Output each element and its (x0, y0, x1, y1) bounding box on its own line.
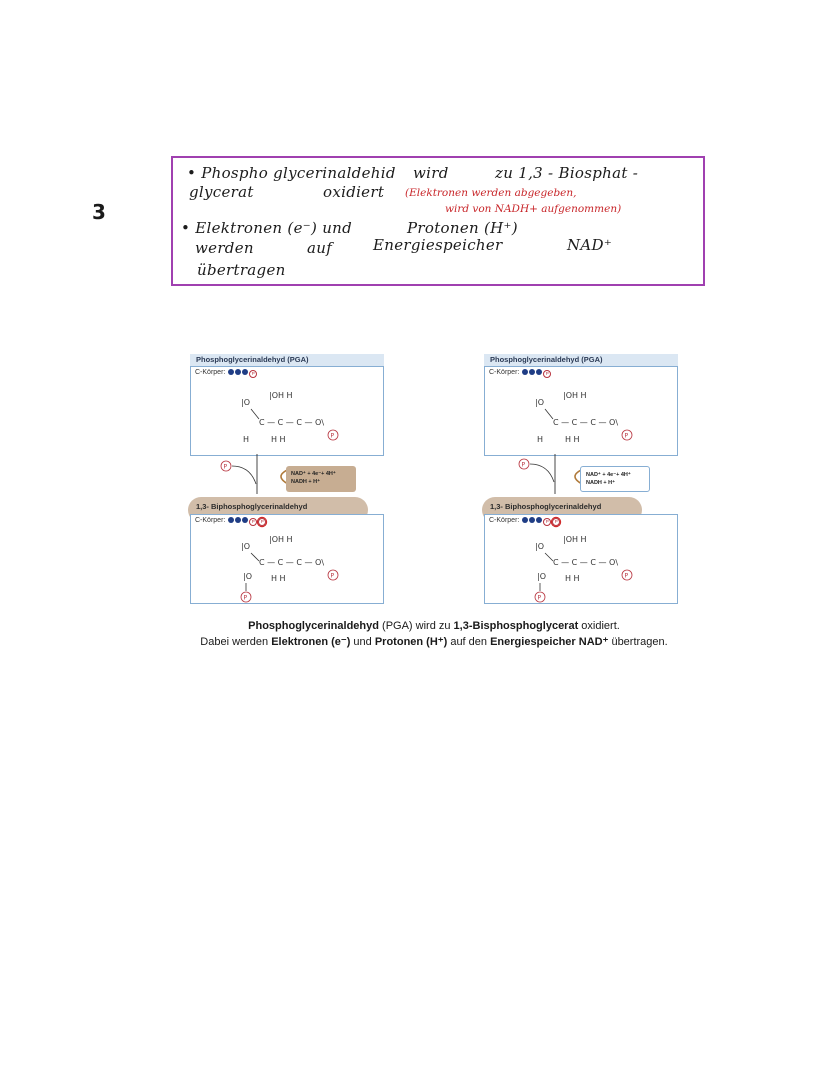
svg-text:|O: |O (537, 572, 546, 581)
carbon-dot-icon (529, 369, 535, 375)
svg-text:C — C — C — O\: C — C — C — O\ (553, 418, 619, 427)
svg-text:C — C — C — O\: C — C — C — O\ (553, 558, 619, 567)
figure-bottom-title: 1,3- Biphosphoglycerinaldehyd (490, 502, 602, 511)
carbon-dot-icon (522, 517, 528, 523)
svg-text:P: P (521, 461, 526, 469)
svg-text:|O: |O (243, 572, 252, 581)
note-line2-b: oxidiert (323, 183, 385, 201)
phosphate-icon: P (543, 518, 551, 526)
c-koerper-row (195, 517, 266, 526)
carbon-dot-icon (529, 517, 535, 523)
svg-text:H H: H H (271, 574, 286, 583)
pga-panel (190, 366, 384, 456)
carbon-dot-icon (235, 369, 241, 375)
handwritten-note-box (171, 156, 705, 286)
caption-term-protons: Protonen (H⁺) (374, 636, 448, 648)
svg-text:|OH H: |OH H (563, 535, 587, 544)
carbon-dot-icon (235, 517, 241, 523)
svg-text:C — C — C — O\: C — C — C — O\ (259, 418, 325, 427)
pga-structure-icon (525, 387, 645, 457)
svg-text:P: P (624, 432, 629, 440)
nad-line1: NAD⁺ + 4e⁻+ 4H⁺ (291, 471, 336, 477)
carbon-dot-icon (242, 517, 248, 523)
note-line1-b: wird (413, 164, 449, 182)
svg-text:|O: |O (241, 398, 250, 407)
nad-line2: NADH + H⁺ (586, 480, 616, 486)
c-koerper-label: C-Körper: (195, 517, 226, 524)
svg-text:|OH H: |OH H (269, 535, 293, 544)
note-red-line1: (Elektronen werden abgegeben, (405, 187, 577, 199)
svg-text:|OH H: |OH H (563, 391, 587, 400)
note-line4-b: auf (307, 239, 333, 257)
phosphate-circled-icon: P (552, 518, 560, 526)
svg-text:P: P (330, 432, 335, 440)
carbon-dot-icon (536, 369, 542, 375)
caption-text: (PGA) wird zu (378, 620, 454, 632)
note-line4-c: Energiespeicher (373, 236, 503, 254)
note-line5: übertragen (197, 261, 286, 279)
caption-text: und (350, 636, 375, 648)
bpg-panel (190, 514, 384, 604)
c-koerper-label: C-Körper: (195, 369, 226, 376)
carbon-dot-icon (228, 517, 234, 523)
note-line1-c: zu 1,3 - Biosphat - (495, 164, 639, 182)
figure-top-title: Phosphoglycerinaldehyd (PGA) (190, 354, 384, 366)
nad-line1: NAD⁺ + 4e⁻+ 4H⁺ (586, 472, 631, 478)
figure-right (484, 354, 678, 604)
caption-line1 (150, 618, 718, 634)
bpg-structure-icon (525, 533, 645, 603)
c-koerper-row (195, 369, 257, 378)
note-line3-b: Protonen (H⁺) (407, 219, 518, 237)
svg-text:P: P (243, 594, 248, 602)
svg-text:|OH H: |OH H (269, 391, 293, 400)
c-koerper-label: C-Körper: (489, 369, 520, 376)
svg-text:H: H (537, 435, 544, 444)
phosphate-icon: P (249, 518, 257, 526)
nad-reaction-box (286, 466, 356, 492)
caption-term-nad: Energiespeicher NAD⁺ (490, 636, 609, 648)
note-line4-a: werden (195, 239, 254, 257)
c-koerper-label: C-Körper: (489, 517, 520, 524)
nad-reaction-box (580, 466, 650, 492)
svg-text:|O: |O (535, 398, 544, 407)
caption-term-bpg: 1,3-Bisphosphoglycerat (453, 620, 579, 632)
svg-text:P: P (624, 572, 629, 580)
caption-line2 (150, 634, 718, 650)
svg-text:P: P (223, 463, 228, 471)
svg-text:H H: H H (565, 574, 580, 583)
caption-term-pga: Phosphoglycerinaldehyd (248, 620, 379, 632)
caption-text: Dabei werden (200, 636, 272, 648)
phosphate-icon: P (249, 370, 257, 378)
carbon-dot-icon (242, 369, 248, 375)
carbon-dot-icon (536, 517, 542, 523)
svg-text:|O: |O (241, 542, 250, 551)
carbon-dot-icon (228, 369, 234, 375)
note-line4-d: NAD⁺ (567, 236, 613, 254)
c-koerper-row (489, 369, 551, 378)
caption-text: oxidiert. (578, 620, 620, 632)
figure-bottom-title: 1,3- Biphosphoglycerinaldehyd (196, 502, 308, 511)
bpg-panel (484, 514, 678, 604)
caption-text: übertragen. (608, 636, 668, 648)
figure-top-title: Phosphoglycerinaldehyd (PGA) (484, 354, 678, 366)
svg-text:C — C — C — O\: C — C — C — O\ (259, 558, 325, 567)
note-line2-a: glycerat (189, 183, 254, 201)
svg-text:P: P (330, 572, 335, 580)
note-line1-a: • Phospho glycerinaldehid (187, 164, 396, 182)
svg-text:H H: H H (271, 435, 286, 444)
c-koerper-row (489, 517, 560, 526)
svg-text:H H: H H (565, 435, 580, 444)
phosphate-icon: P (543, 370, 551, 378)
pga-panel (484, 366, 678, 456)
svg-text:P: P (537, 594, 542, 602)
caption-text: auf den (447, 636, 491, 648)
figure-left (190, 354, 384, 604)
nad-line2: NADH + H⁺ (291, 479, 321, 485)
svg-text:H: H (243, 435, 250, 444)
note-line3-a: • Elektronen (e⁻) und (181, 219, 353, 237)
svg-text:|O: |O (535, 542, 544, 551)
note-red-line2: wird von NADH+ aufgenommen) (445, 203, 622, 215)
page-number: 3 (92, 200, 106, 224)
phosphate-circled-icon: P (258, 518, 266, 526)
carbon-dot-icon (522, 369, 528, 375)
caption-term-electrons: Elektronen (e⁻) (271, 636, 351, 648)
pga-structure-icon (231, 387, 351, 457)
figure-caption (150, 618, 718, 650)
bpg-structure-icon (231, 533, 351, 603)
